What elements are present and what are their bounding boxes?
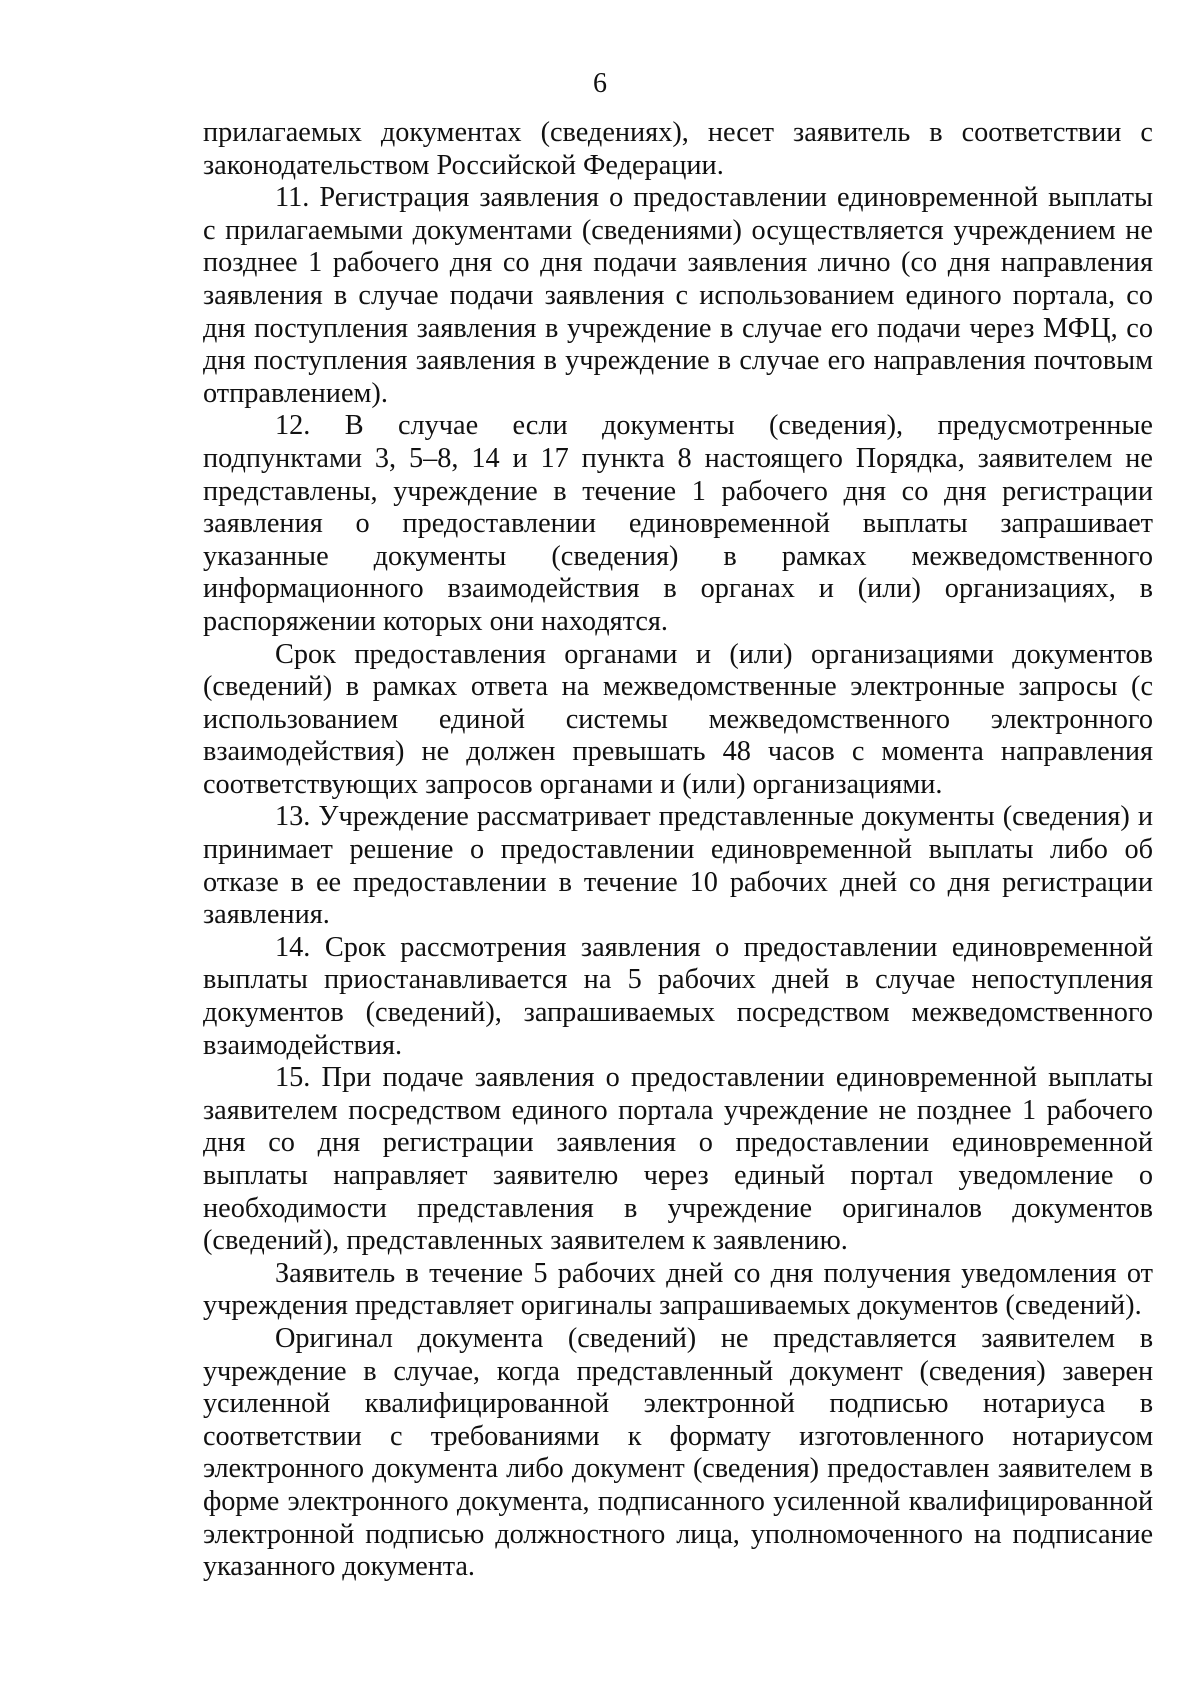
paragraph-item-13: 13. Учреждение рассматривает представленные документы (сведения) и принимает решение о предоставлении единовременной выплаты либо об отказе в ее предоставлении в течение 10 рабочих дней со дня регистрации заявления. <box>203 801 1153 931</box>
page-number: 6 <box>593 68 607 99</box>
paragraph-item-15: 15. При подаче заявления о предоставлении единовременной выплаты заявителем посредством единого портала учреждение не позднее 1 рабочего дня со дня регистрации заявления о предоставлении единовременной выплаты направляет заявителю через единый портал уведомление о необходимости представления в учреждение оригиналов документов (сведений), представленных заявителем к заявлению. <box>203 1062 1153 1257</box>
paragraph-item-11: 11. Регистрация заявления о предоставлении единовременной выплаты с прилагаемыми документами (сведениями) осуществляется учреждением не позднее 1 рабочего дня со дня подачи заявления лично (со дня направления заявления в случае подачи заявления с использованием единого портала, со дня поступления заявления в учреждение в случае его подачи через МФЦ, со дня поступления заявления в учреждение в случае его направления почтовым отправлением). <box>203 182 1153 409</box>
document-body <box>203 117 1153 1584</box>
paragraph-item-12: 12. В случае если документы (сведения), предусмотренные подпунктами 3, 5–8, 14 и 17 пункта 8 настоящего Порядка, заявителем не представлены, учреждение в течение 1 рабочего дня со дня регистрации заявления о предоставлении единовременной выплаты запрашивает указанные документы (сведения) в рамках межведомственного информационного взаимодействия в органах и (или) организациях, в распоряжении которых они находятся. <box>203 410 1153 637</box>
paragraph-item-14: 14. Срок рассмотрения заявления о предоставлении единовременной выплаты приостанавливается на 5 рабочих дней в случае непоступления документов (сведений), запрашиваемых посредством межведомственного взаимодействия. <box>203 931 1153 1061</box>
paragraph-originals-deadline: Заявитель в течение 5 рабочих дней со дня получения уведомления от учреждения представляет оригиналы запрашиваемых документов (сведений). <box>203 1257 1153 1322</box>
paragraph-continuation: прилагаемых документах (сведениях), несет заявитель в соответствии с законодательством Российской Федерации. <box>203 117 1153 181</box>
paragraph-original-exemption: Оригинал документа (сведений) не представляется заявителем в учреждение в случае, когда представленный документ (сведения) заверен усиленной квалифицированной электронной подписью нотариуса в соответствии с требованиями к формату изготовленного нотариусом электронного документа либо документ (сведения) предоставлен заявителем в форме электронного документа, подписанного усиленной квалифицированной электронной подписью должностного лица, уполномоченного на подписание указанного документа. <box>203 1322 1153 1583</box>
paragraph-deadline-requests: Срок предоставления органами и (или) организациями документов (сведений) в рамках ответа на межведомственные электронные запросы (с использованием единой системы межведомственного электронного взаимодействия) не должен превышать 48 часов с момента направления соответствующих запросов органами и (или) организациями. <box>203 638 1153 800</box>
